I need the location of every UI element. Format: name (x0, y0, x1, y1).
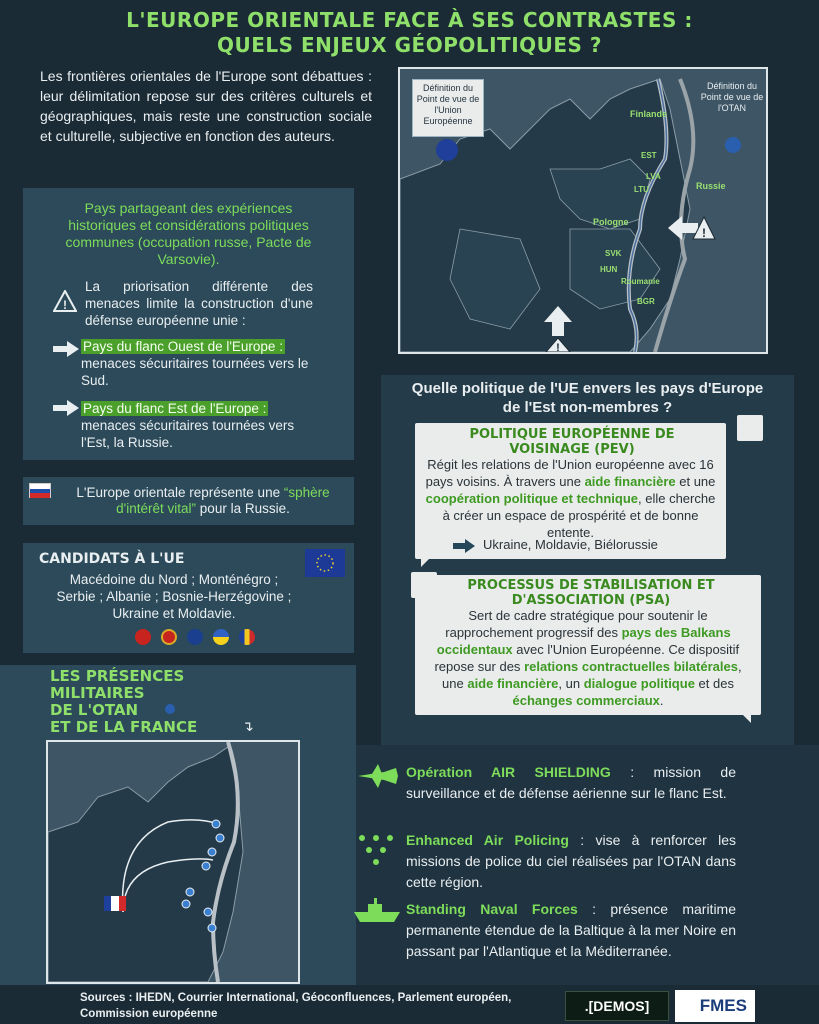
otan-logo-icon (165, 704, 175, 714)
nato-heading-3: DE L'OTAN (50, 701, 139, 719)
policy-question: Quelle politique de l'UE envers les pays d'Europe de l'Est non-membres ? (411, 380, 764, 416)
demos-logo: .[DEMOS] (565, 991, 669, 1021)
pev-body-1: Régit les relations de l'Union européenne avec 16 pays voisins. À travers une (425, 457, 714, 489)
fighter-jet-icon (356, 764, 400, 788)
country-label-pologne: Pologne (593, 217, 629, 227)
speech-tail (421, 557, 431, 567)
country-label-est: EST (641, 151, 657, 160)
psa-body-6: . (659, 693, 664, 708)
west-flank-text: menaces sécuritaires tournées vers le Sud. (81, 356, 309, 388)
psa-body (423, 607, 753, 709)
country-label-lva: LVA (646, 172, 661, 181)
title-line-2: QUELS ENJEUX GÉOPOLITIQUES ? (216, 33, 603, 57)
eu-flag-icon (305, 549, 345, 577)
intro-text: Les frontières orientales de l'Europe sont débattues : leur délimitation repose sur des critères culturels et géographiques, mais reste une construction sociale et culturelle, subjective en fonction des auteurs. (40, 68, 372, 144)
moldova-flag-icon (239, 629, 255, 645)
nato-heading-2: MILITAIRES (50, 684, 145, 702)
psa-body-4: , un (558, 676, 581, 691)
fmes-logo: FMES (675, 990, 755, 1022)
sources-text: Sources : IHEDN, Courrier International, Géoconfluences, Parlement européen, Commission européenne (80, 992, 512, 1020)
west-flank-item (81, 338, 313, 389)
operation-item-air-policing (406, 830, 736, 893)
country-label-hun: HUN (600, 265, 618, 274)
pev-keyword-1: aide financière (584, 474, 676, 489)
operation-text: : mission de surveillance et de défense aérienne sur le flanc Est. (406, 764, 737, 801)
country-label-ltu: LTU (634, 185, 649, 194)
nato-heading-1: LES PRÉSENCES (50, 667, 185, 685)
russia-text-before: L'Europe orientale représente une (76, 485, 281, 500)
psa-body-5: et des (698, 676, 734, 691)
candidates-text: Macédoine du Nord ; Monténégro ; Serbie ; Albanie ; Bosnie-Herzégovine ; Ukraine et Moldavie. (56, 572, 292, 621)
page-title (0, 8, 819, 58)
nato-heading (50, 668, 197, 736)
operation-text: : présence maritime permanente étendue de la Baltique à la mer Noire en passant par l'Atlantique et la Méditerranée. (406, 901, 736, 959)
operation-name: Opération AIR SHIELDING (406, 764, 611, 780)
pev-title: POLITIQUE EUROPÉENNE DE VOISINAGE (PEV) (469, 427, 675, 457)
eu-flag-icon (436, 139, 458, 161)
otan-logo-icon (725, 137, 741, 153)
shared-experiences-panel (23, 188, 354, 460)
operation-name: Standing Naval Forces (406, 901, 578, 917)
pev-body-3: , elle cherche à créer un espace de prospérité et de bonne entente. (442, 491, 716, 540)
psa-body-2: avec l'Union Européenne. Ce dispositif repose sur des (434, 642, 740, 674)
east-flank-label: Pays du flanc Est de l'Europe : (83, 401, 267, 416)
operation-name: Enhanced Air Policing (406, 832, 569, 848)
jet-formation-icon (356, 832, 396, 872)
north-macedonia-flag-icon (135, 629, 151, 645)
nato-map-drawing (48, 742, 298, 982)
pev-body-2: et une (679, 474, 716, 489)
france-flag-icon (104, 896, 126, 911)
country-label-roumanie: Roumanie (621, 277, 660, 286)
warning-icon (53, 290, 77, 312)
psa-card (415, 575, 761, 715)
montenegro-flag-icon (161, 629, 177, 645)
russia-highlight: “sphère d'intérêt vital” (116, 485, 330, 516)
pev-body (423, 456, 718, 541)
psa-title: PROCESSUS DE STABILISATION ET D'ASSOCIATION (PSA) (467, 578, 715, 608)
east-flank-item (81, 400, 313, 451)
svg-text:!: ! (702, 226, 706, 240)
otan-definition-label: Définition du Point de vue de l'OTAN (700, 81, 764, 113)
arrow-right-icon (53, 400, 79, 416)
candidates-panel (23, 543, 354, 653)
curved-arrow-icon: ↴ (242, 718, 254, 734)
country-label-finlande: Finlande (630, 109, 668, 119)
psa-keyword-1: pays des Balkans occidentaux (436, 625, 731, 657)
warship-icon (354, 898, 400, 924)
pev-card (415, 423, 726, 559)
arrow-right-icon (53, 341, 79, 357)
title-line-1: L'EUROPE ORIENTALE FACE À SES CONTRASTES : (126, 8, 693, 32)
eu-policy-panel (381, 375, 794, 745)
arrow-left-east-icon (668, 213, 716, 243)
russia-text (63, 485, 343, 517)
candidates-heading: CANDIDATS À L'UE (39, 551, 185, 567)
operation-text: : vise à renforcer les missions de police du ciel réalisées par l'OTAN dans cette région. (406, 832, 737, 890)
east-flank-text: menaces sécuritaires tournées vers l'Est, la Russie. (81, 418, 295, 450)
nato-presence-map (46, 740, 300, 984)
eu-definition-label: Définition du Point de vue de l'Union Européenne (412, 79, 484, 137)
ukraine-flag-icon (213, 629, 229, 645)
psa-keyword-4: dialogue politique (583, 676, 695, 691)
psa-keyword-3: aide financière (467, 676, 559, 691)
psa-body-1: Sert de cadre stratégique pour soutenir le rapprochement progressif des (445, 608, 708, 640)
pev-keyword-2: coopération politique et technique (425, 491, 638, 506)
russia-flag-icon (29, 483, 51, 498)
europe-borders-map (398, 67, 768, 354)
russia-text-after: pour la Russie. (199, 501, 290, 516)
psa-keyword-2: relations contractuelles bilatérales (524, 659, 738, 674)
shared-heading: Pays partageant des expériences historiques et considérations politiques communes (occupation russe, Pacte de Varsovie). (65, 200, 312, 267)
pev-countries: Ukraine, Moldavie, Biélorussie (483, 537, 658, 552)
operation-item-air-shielding (406, 762, 736, 804)
arrow-up-south-icon (540, 306, 576, 354)
country-label-russie: Russie (696, 181, 726, 191)
west-flank-label: Pays du flanc Ouest de l'Europe : (83, 339, 283, 354)
country-label-svk: SVK (605, 249, 622, 258)
arrow-right-icon (453, 539, 475, 553)
nato-heading-4: ET DE LA FRANCE (50, 718, 198, 736)
psa-keyword-5: échanges commerciaux (512, 693, 660, 708)
svg-text:!: ! (63, 298, 67, 312)
warning-text: La priorisation différente des menaces limite la construction d'une défense européenne unie : (85, 279, 313, 328)
country-label-bgr: BGR (637, 297, 655, 306)
bosnia-flag-icon (187, 629, 203, 645)
operation-item-naval-forces (406, 899, 736, 962)
psa-body-3: , une (442, 659, 742, 691)
svg-text:!: ! (556, 342, 560, 354)
russia-panel (23, 477, 354, 525)
speech-tail (741, 713, 751, 723)
document-icon (737, 415, 763, 441)
